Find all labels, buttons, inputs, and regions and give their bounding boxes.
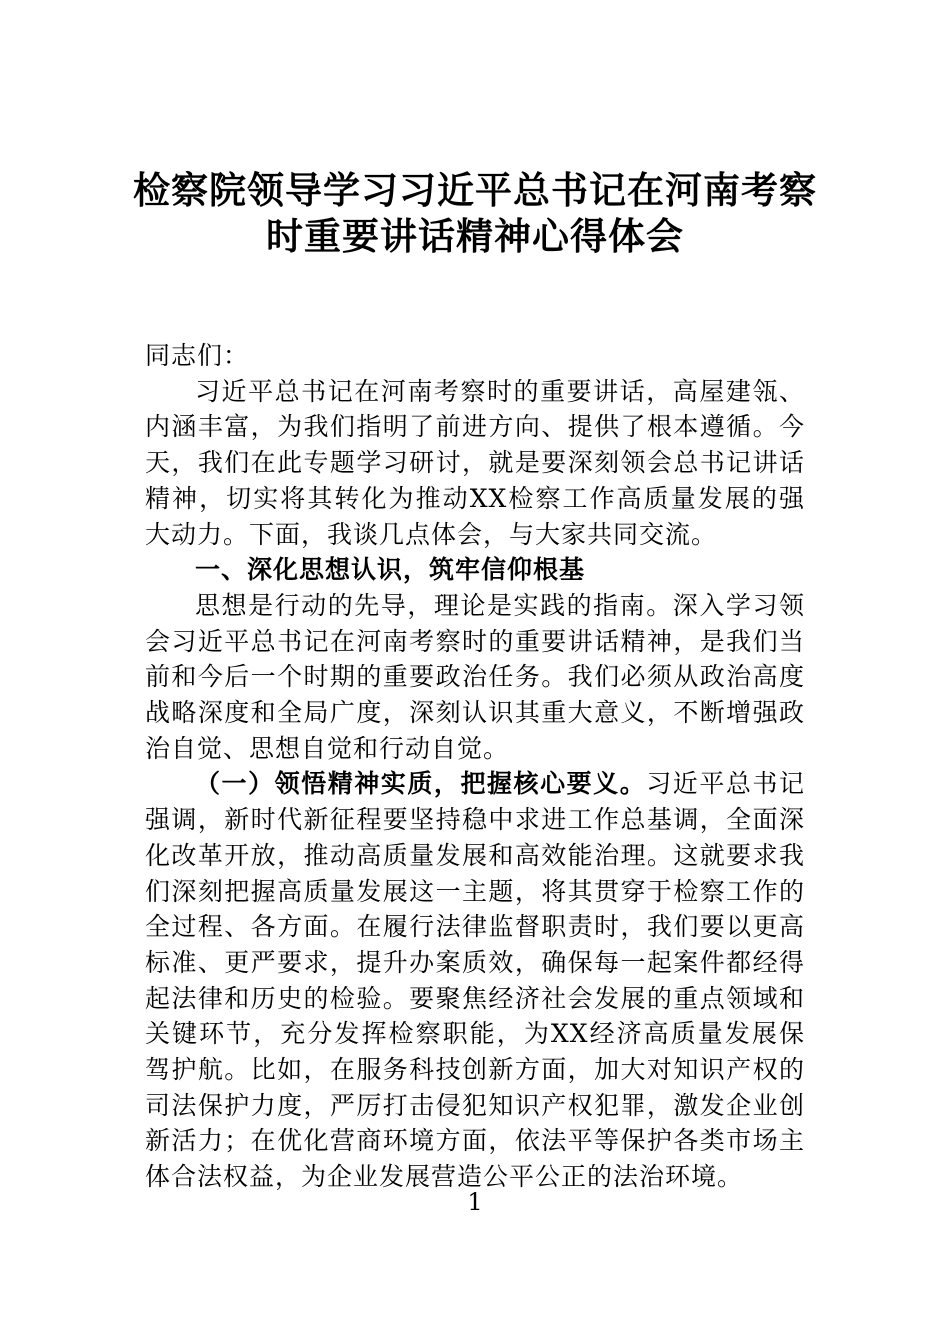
section-1-paragraph: 思想是行动的先导，理论是实践的指南。深入学习领会习近平总书记在河南考察时的重要讲话精神，是我们当前和今后一个时期的重要政治任务。我们必须从政治高度战略深度和全局广度，深刻认识其重大意义，不断增强政治自觉、思想自觉和行动自觉。 <box>145 590 805 763</box>
salutation: 同志们： <box>145 341 250 370</box>
subsection-1-paragraph <box>145 766 805 1194</box>
document-body <box>145 338 805 1195</box>
section-1-heading: 一、深化思想认识，筑牢信仰根基 <box>195 555 586 585</box>
subsection-1-body: 习近平总书记强调，新时代新征程要坚持稳中求进工作总基调，全面深化改革开放，推动高质量发展和高效能治理。这就要求我们深刻把握高质量发展这一主题，将其贯穿于检察工作的全过程、各方面。在履行法律监督职责时，我们要以更高标准、更严要求，提升办案质效，确保每一起案件都经得起法律和历史的检验。要聚焦经济社会发展的重点领域和关键环节，充分发挥检察职能，为XX经济高质量发展保驾护航。比如，在服务科技创新方面，加大对知识产权的司法保护力度，严厉打击侵犯知识产权犯罪，激发企业创新活力；在优化营商环境方面，依法平等保护各类市场主体合法权益，为企业发展营造公平公正的法治环境。 <box>145 769 805 1192</box>
document-title-line-1: 检察院领导学习习近平总书记在河南考察 <box>133 168 817 212</box>
subsection-1-lead: （一）领悟精神实质，把握核心要义。 <box>195 769 647 799</box>
document-title-line-2: 时重要讲话精神心得体会 <box>266 214 684 258</box>
page-number: 1 <box>467 1188 483 1216</box>
intro-paragraph: 习近平总书记在河南考察时的重要讲话，高屋建瓴、内涵丰富，为我们指明了前进方向、提供了根本遵循。今天，我们在此专题学习研讨，就是要深刻领会总书记讲话精神，切实将其转化为推动XX检察工作高质量发展的强大动力。下面，我谈几点体会，与大家共同交流。 <box>145 376 805 549</box>
